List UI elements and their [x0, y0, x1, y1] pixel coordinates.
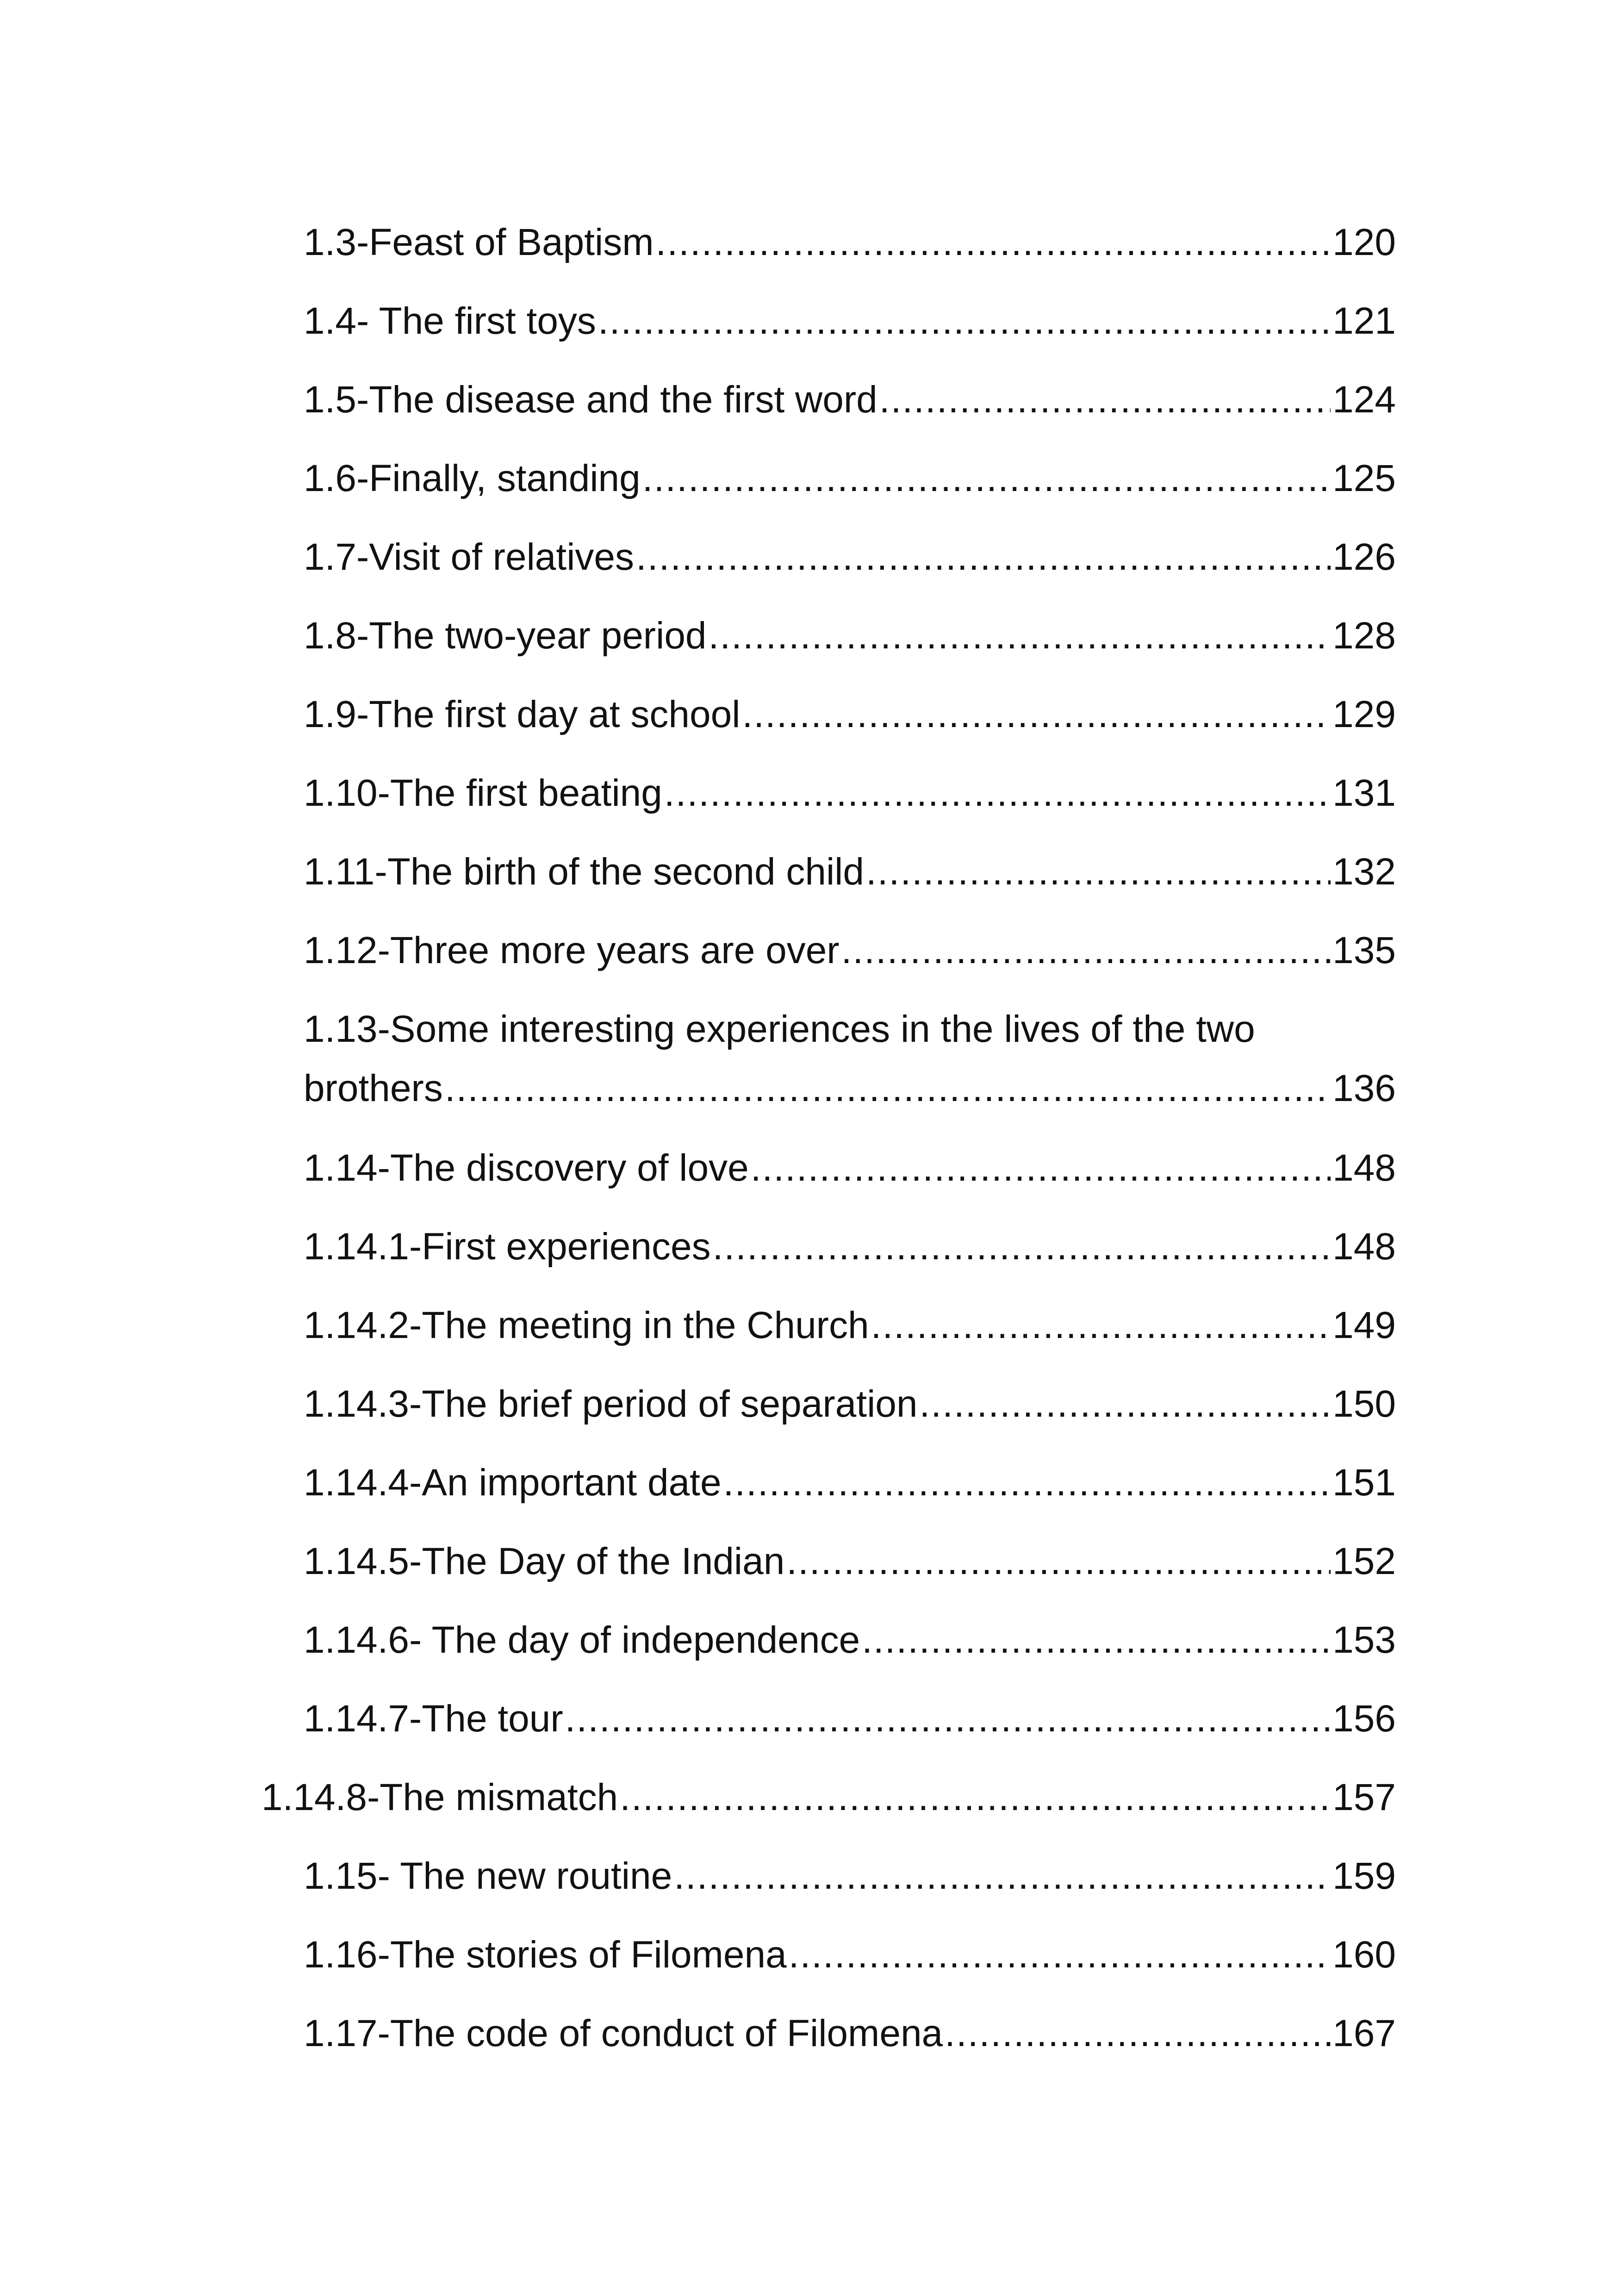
toc-entry-page-number: 126	[1332, 536, 1396, 578]
toc-entry-page-number: 124	[1332, 379, 1396, 421]
toc-entry-title: 1.14.5-The Day of the Indian	[304, 1540, 785, 1582]
toc-entry-page-number: 148	[1332, 1147, 1396, 1189]
toc-entry-title: 1.14.4-An important date	[304, 1462, 722, 1504]
toc-entry-title: 1.4- The first toys	[304, 300, 596, 342]
toc-entry-title: 1.6-Finally, standing	[304, 457, 641, 499]
toc-entry-page-number: 160	[1332, 1934, 1396, 1976]
toc-entry[interactable]	[304, 528, 1396, 587]
toc-entry-title: 1.14.3-The brief period of separation	[304, 1383, 918, 1425]
toc-entry-page-number: 157	[1332, 1776, 1396, 1818]
dot-leader	[789, 1925, 1331, 1985]
toc-entry-page-number: 136	[1332, 1067, 1396, 1109]
toc-entry[interactable]	[304, 1217, 1396, 1276]
toc-entry-title: 1.12-Three more years are over	[304, 929, 840, 971]
dot-leader	[620, 1768, 1331, 1827]
dot-leader	[751, 1139, 1331, 1198]
dot-leader	[709, 606, 1331, 666]
toc-entry[interactable]	[304, 449, 1396, 508]
toc-entry[interactable]	[304, 1296, 1396, 1355]
dot-leader	[445, 1059, 1331, 1118]
toc-entry[interactable]	[304, 685, 1396, 744]
dot-leader	[945, 2004, 1331, 2063]
toc-entry-page-number: 125	[1332, 457, 1396, 499]
toc-entry-page-number: 152	[1332, 1540, 1396, 1582]
dot-leader	[841, 921, 1331, 980]
toc-entry-page-number: 156	[1332, 1698, 1396, 1740]
toc-entry-title: 1.16-The stories of Filomena	[304, 1934, 787, 1976]
toc-entry-title: 1.8-The two-year period	[304, 615, 707, 657]
toc-entry[interactable]	[304, 842, 1396, 902]
toc-entry[interactable]	[304, 292, 1396, 351]
toc-entry-title: 1.9-The first day at school	[304, 693, 741, 735]
dot-leader	[642, 449, 1331, 508]
toc-entry[interactable]	[304, 606, 1396, 666]
toc-entry-title: 1.7-Visit of relatives	[304, 536, 635, 578]
toc-entry[interactable]	[304, 764, 1396, 823]
toc-entry[interactable]	[304, 1375, 1396, 1434]
toc-entry-page-number: 120	[1332, 221, 1396, 263]
toc-entry[interactable]	[304, 1000, 1396, 1118]
toc-entry[interactable]	[261, 1768, 1396, 1827]
toc-entry-title: 1.14.7-The tour	[304, 1698, 563, 1740]
toc-entry[interactable]	[304, 921, 1396, 980]
toc-entry-page-number: 128	[1332, 615, 1396, 657]
toc-entry-page-number: 151	[1332, 1462, 1396, 1504]
toc-entry[interactable]	[304, 370, 1396, 429]
dot-leader	[713, 1217, 1331, 1276]
toc-entry-page-number: 132	[1332, 851, 1396, 893]
dot-leader	[723, 1453, 1331, 1512]
dot-leader	[598, 292, 1331, 351]
toc-entry-title: 1.14-The discovery of love	[304, 1147, 749, 1189]
toc-entry-page-number: 135	[1332, 929, 1396, 971]
dot-leader	[674, 1847, 1331, 1906]
toc-entry[interactable]	[304, 213, 1396, 272]
toc-entry-title: 1.14.6- The day of independence	[304, 1619, 860, 1661]
dot-leader	[786, 1532, 1331, 1591]
dot-leader	[742, 685, 1331, 744]
toc-entry-title: 1.15- The new routine	[304, 1855, 672, 1897]
dot-leader	[664, 764, 1331, 823]
toc-entry[interactable]	[304, 1847, 1396, 1906]
toc-entry[interactable]	[304, 1453, 1396, 1512]
toc-entry-page-number: 121	[1332, 300, 1396, 342]
dot-leader	[636, 528, 1331, 587]
toc-entry[interactable]	[304, 1139, 1396, 1198]
toc-entry-page-number: 129	[1332, 693, 1396, 735]
toc-entry[interactable]	[304, 1689, 1396, 1748]
toc-entry-title: 1.14.2-The meeting in the Church	[304, 1304, 869, 1346]
toc-entry-page-number: 167	[1332, 2012, 1396, 2054]
toc-entry-title: 1.17-The code of conduct of Filomena	[304, 2012, 943, 2054]
toc-entry-title-line1: 1.13-Some interesting experiences in the lives of the two	[304, 1008, 1255, 1050]
toc-entry-page-number: 149	[1332, 1304, 1396, 1346]
dot-leader	[866, 842, 1331, 902]
dot-leader	[879, 370, 1331, 429]
toc-entry-title: 1.3-Feast of Baptism	[304, 221, 654, 263]
toc-entry[interactable]	[304, 2004, 1396, 2063]
toc-entry-page-number: 131	[1332, 772, 1396, 814]
dot-leader	[656, 213, 1331, 272]
toc-entry[interactable]	[304, 1925, 1396, 1985]
toc-entry[interactable]	[304, 1611, 1396, 1670]
toc-entry-title: 1.14.8-The mismatch	[261, 1776, 618, 1818]
toc-entry-page-number: 159	[1332, 1855, 1396, 1897]
toc-entry-page-number: 148	[1332, 1226, 1396, 1268]
toc-entry-title: 1.11-The birth of the second child	[304, 851, 864, 893]
toc-entry-title: 1.10-The first beating	[304, 772, 662, 814]
dot-leader	[920, 1375, 1331, 1434]
toc-entry-page-number: 153	[1332, 1619, 1396, 1661]
toc-entry-title: 1.14.1-First experiences	[304, 1226, 711, 1268]
dot-leader	[871, 1296, 1331, 1355]
toc-entry-title: 1.5-The disease and the first word	[304, 379, 877, 421]
dot-leader	[565, 1689, 1331, 1748]
toc-entry[interactable]	[304, 1532, 1396, 1591]
toc-entry-title: brothers	[304, 1067, 443, 1109]
toc-entry-page-number: 150	[1332, 1383, 1396, 1425]
dot-leader	[862, 1611, 1331, 1670]
